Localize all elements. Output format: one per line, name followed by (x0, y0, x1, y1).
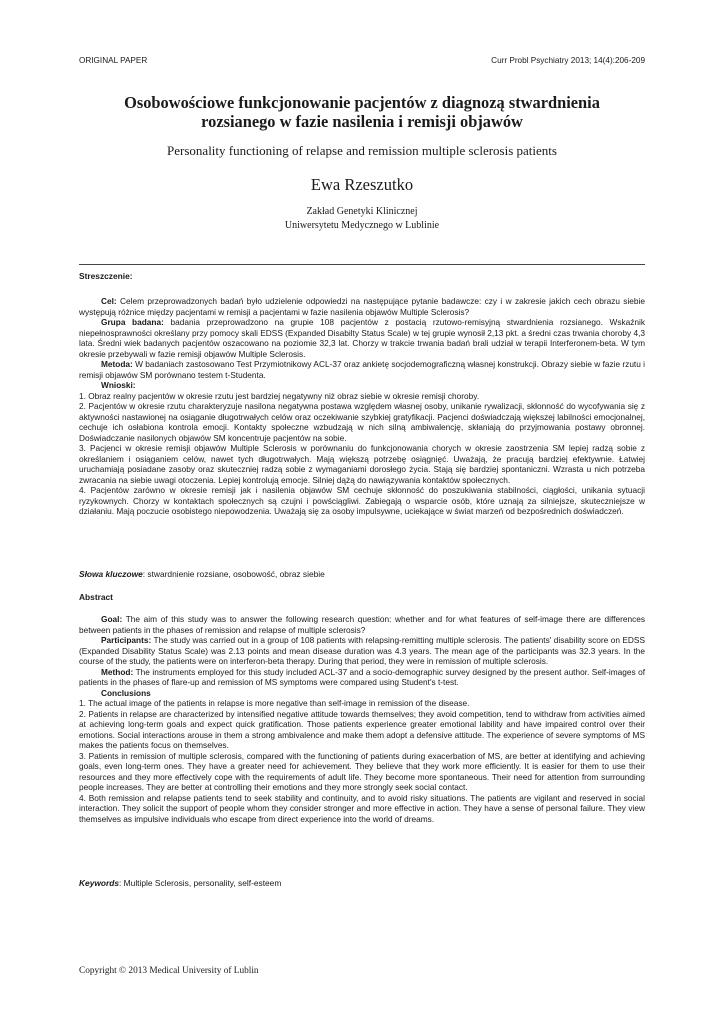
pl-metoda-paragraph (79, 359, 645, 380)
running-header (79, 56, 645, 68)
pl-grupa-paragraph (79, 317, 645, 359)
abstract-polish (79, 296, 645, 517)
copyright-footer: Copyright © 2013 Medical University of Lublin (79, 966, 259, 976)
pl-cel-text: Celem przeprowadzonych badań było udzielenie odpowiedzi na następujące pytanie badawcze: czy i w zakresie jakich cech obrazu siebie występują różnice między pacjentami w remisji a pacjentami w fazie nasilenia objawów Multiple Sclerosis? (79, 296, 645, 317)
pl-keywords-text: : stwardnienie rozsiane, osobowość, obraz siebie (142, 569, 325, 579)
en-participants-text: The study was carried out in a group of 108 patients with relapsing-remitting multiple sclerosis. The patients' disability score on EDSS (Expanded Disability Status Scale) was 2.13 points and mean disease duration was 4.3 years. The mean age of the participants was 32.3 years. In the course of the study, the patients were on interferon-beta therapy. During that period, they were in remission of multiple sclerosis. (79, 635, 645, 666)
en-conclusion-1: 1. The actual image of the patients in relapse is more negative than self-image in remission of the disease. (79, 698, 470, 708)
pl-wniosek-2: 2. Pacjentów w okresie rzutu charakteryzuje nasilona negatywna postawa względem własnej osoby, unikanie rywalizacji, skłonność do wycofywania się z aktywności nastawionej na osiąganie długotrwałych celów oraz oczekiwanie szybkiej gratyfikacji. Pacjenci doświadczają większej labilności emocjonalnej, cechuje ich osłabiona kontrola emocji. Kontakty społeczne wzbudzają w nich silną ambiwalencję, skłaniają do przyjmowania postawy obronnej. Doświadczanie nasilonych objawów SM koncentruje pacjentów na sobie. (79, 401, 645, 443)
affiliation-line-1: Zakład Genetyki Klinicznej (306, 206, 418, 217)
pl-keywords-label: Słowa kluczowe (79, 569, 143, 579)
en-keywords-text: : Multiple Sclerosis, personality, self-esteem (119, 878, 282, 888)
pl-cel-paragraph (79, 296, 645, 317)
pl-wnioski-heading: Wnioski: (101, 380, 136, 390)
abstract-heading: Abstract (79, 592, 113, 602)
affiliation-line-2: Uniwersytetu Medycznego w Lublinie (284, 220, 440, 231)
en-participants-label: Participants: (101, 635, 152, 645)
en-method-text: The instruments employed for this study included ACL-37 and a socio-demographic survey designed by the present author. Self-images of patients in the phases of flare-up and remission of MS symptoms were compared using Student's t-test. (79, 666, 645, 687)
en-keywords-label: Keywords (79, 878, 120, 888)
en-conclusion-4: 4. Both remission and relapse patients tend to seek stability and continuity, and to avoid risky situations. The patients are vigilant and reserved in social interaction. They solicit the support of people whom they consider stronger and more effective in action. They have a sense of personal failure. They view themselves as impulsive individuals who escape from direct experience into the world of dreams. (79, 792, 645, 824)
affiliation (79, 205, 645, 233)
en-goal-paragraph (79, 614, 645, 635)
en-participants-paragraph (79, 635, 645, 667)
pl-grupa-text: badania przeprowadzono na grupie 108 pacjentów z postacią rzutowo-remisyjną stwardnienia rozsianego. Wskaźnik niepełnosprawności określany przy pomocy skali EDSS (Expanded Disabilty Status Scale) w tej grupie wynosił 2,13 pkt. a średni czas trwania choroby 4,3 lata. Średni wiek badanych pacjentów oszacowano na poziomie 32,3 lat. Chorzy w trakcie trwania badań brali udział w terapii Interferonem-beta. W tym okresie przebywali w fazie remisji objawów Multiple Sclerosis. (79, 317, 645, 359)
pl-grupa-label: Grupa badana: (101, 317, 164, 327)
pl-metoda-text: W badaniach zastosowano Test Przymiotnikowy ACL-37 oraz ankietę socjodemograficzną własnej konstrukcji. Obrazy siebie w fazie rzutu i remisji objawów SM porównano testem t-Studenta. (79, 359, 645, 380)
en-goal-text: The aim of this study was to answer the following research question: whether and for what features of self-image there are differences between patients in the phases of remission and relapse of multiple sclerosis? (79, 614, 645, 635)
streszczenie-heading: Streszczenie: (79, 271, 133, 281)
divider (79, 264, 645, 265)
journal-citation: Curr Probl Psychiatry 2013; 14(4):206-209 (491, 56, 645, 65)
en-goal-label: Goal: (101, 614, 123, 624)
abstract-english (79, 614, 645, 824)
title-polish-line-1: Osobowościowe funkcjonowanie pacjentów z diagnozą stwardnienia (124, 93, 600, 112)
pl-metoda-label: Metoda: (101, 359, 133, 369)
keywords-polish (79, 569, 645, 579)
article-type: ORIGINAL PAPER (79, 56, 148, 65)
pl-wniosek-1: 1. Obraz realny pacjentów w okresie rzutu jest bardziej negatywny niż obraz siebie w okresie remisji choroby. (79, 390, 480, 401)
title-english: Personality functioning of relapse and remission multiple sclerosis patients (167, 143, 557, 158)
en-method-label: Method: (101, 666, 134, 677)
keywords-english (79, 878, 645, 888)
pl-wniosek-4: 4. Pacjentów zarówno w okresie remisji jak i nasilenia objawów SM cechuje skłonność do poszukiwania stabilności, ciągłości, unikania sytuacji ryzykownych. Chorzy w kontaktach społecznych są czujni i powściągliwi. Zabiegają o wsparcie osób, które uznają za silniejsze, skuteczniejsze w działaniu. Mają poczucie osobistego niepowodzenia. Uważają się za osoby impulsywne, uciekające w świat marzeń od bezpośrednich doświadczeń. (79, 485, 645, 516)
en-conclusion-2: 2. Patients in relapse are characterized by intensified negative attitude towards themselves; they avoid competition, tend to withdraw from activities aimed at achieving long-term goals and expect quick gratification. Those patients experience greater emotional lability and have impaired control over their emotions. Social interactions arouse in them a strong ambivalence and make them adopt a defensive attitude. The experience of severe symptoms of MS makes the patients focus on themselves. (79, 708, 645, 750)
en-conclusion-3: 3. Patients in remission of multiple sclerosis, compared with the functioning of patients during exacerbation of MS, are better at identifying and achieving goals, even long-term ones. They have a greater need for achievement. They believe that they work more efficiently. It is easier for them to use their resources and they more effectively cope with the requirements of adult life. They become more spontaneous. Their need for attention from surrounding people increases. They are better at controlling their emotions and they more strongly seek social contact. (79, 750, 645, 792)
author-name: Ewa Rzeszutko (310, 175, 414, 194)
title-polish-line-2: rozsianego w fazie nasilenia i remisji objawów (201, 112, 523, 131)
pl-wniosek-3: 3. Pacjenci w okresie remisji objawów Multiple Sclerosis w porównaniu do funkcjonowania chorych w okresie zaostrzenia SM lepiej radzą sobie z określaniem i osiąganiem celów, nawet tych długotrwałych. Mają większą potrzebę osiągnięć. Uważają, że pracują bardziej efektywnie. Łatwiej uruchamiają posiadane zasoby oraz skuteczniej radzą sobie z wymaganiami dorosłego życia. Stają się bardziej spontaniczni. Wzrasta u nich potrzeba zwracania na siebie uwagi otoczenia. Lepiej kontrolują emocje. Silniej dążą do nawiązywania kontaktów społecznych. (79, 443, 645, 485)
pl-cel-label: Cel: (101, 296, 117, 306)
en-conclusions-heading: Conclusions (101, 687, 151, 698)
title-polish (79, 93, 645, 131)
en-method-paragraph (79, 667, 645, 688)
